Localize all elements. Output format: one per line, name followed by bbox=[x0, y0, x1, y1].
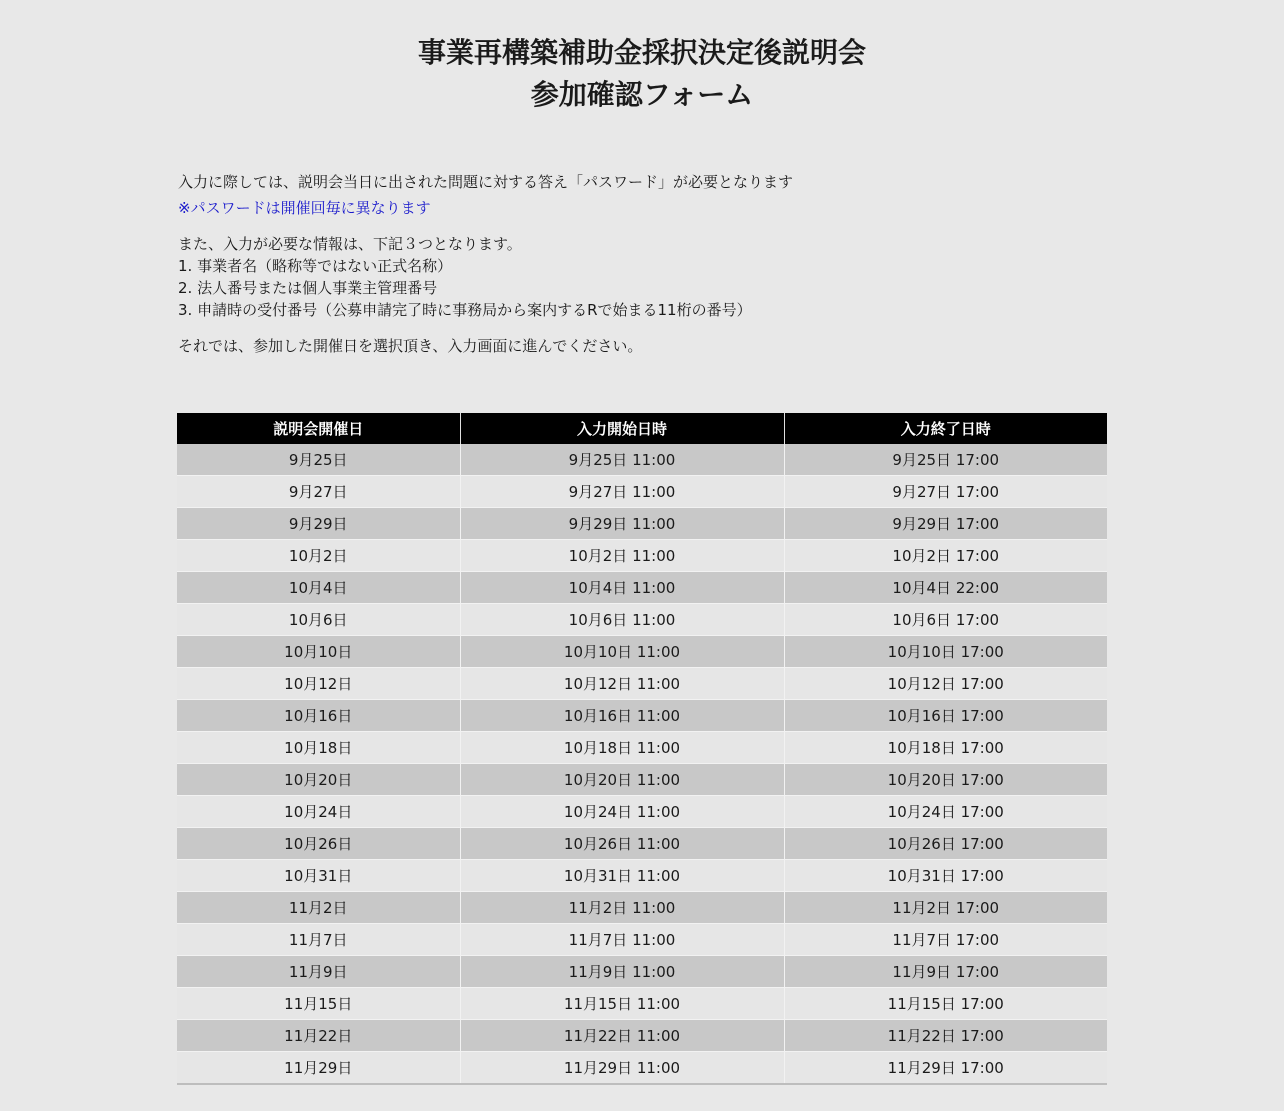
session-date-cell[interactable]: 11月15日 bbox=[177, 988, 460, 1020]
input-end-cell: 11月15日 17:00 bbox=[784, 988, 1107, 1020]
header-input-end: 入力終了日時 bbox=[784, 413, 1107, 444]
session-row[interactable] bbox=[177, 860, 1107, 892]
session-date-cell[interactable]: 11月2日 bbox=[177, 892, 460, 924]
page-title bbox=[0, 32, 1284, 116]
session-date-cell[interactable]: 10月10日 bbox=[177, 636, 460, 668]
input-start-cell: 10月4日 11:00 bbox=[460, 572, 784, 604]
closing-text: それでは、参加した開催日を選択頂き、入力画面に進んでください。 bbox=[178, 337, 643, 355]
input-start-cell: 11月9日 11:00 bbox=[460, 956, 784, 988]
session-date-cell[interactable]: 11月29日 bbox=[177, 1052, 460, 1085]
input-start-cell: 11月2日 11:00 bbox=[460, 892, 784, 924]
session-date-cell[interactable]: 10月31日 bbox=[177, 860, 460, 892]
requirement-item: 1. 事業者名（略称等ではない正式名称） bbox=[178, 257, 453, 275]
input-end-cell: 10月18日 17:00 bbox=[784, 732, 1107, 764]
requirements-lead: また、入力が必要な情報は、下記３つとなります。 bbox=[178, 235, 522, 253]
session-date-cell[interactable]: 9月27日 bbox=[177, 476, 460, 508]
input-start-cell: 10月24日 11:00 bbox=[460, 796, 784, 828]
session-date-cell[interactable]: 10月20日 bbox=[177, 764, 460, 796]
input-end-cell: 10月10日 17:00 bbox=[784, 636, 1107, 668]
input-end-cell: 10月12日 17:00 bbox=[784, 668, 1107, 700]
session-date-cell[interactable]: 10月2日 bbox=[177, 540, 460, 572]
input-end-cell: 11月22日 17:00 bbox=[784, 1020, 1107, 1052]
input-end-cell: 11月29日 17:00 bbox=[784, 1052, 1107, 1085]
input-end-cell: 9月27日 17:00 bbox=[784, 476, 1107, 508]
input-start-cell: 11月7日 11:00 bbox=[460, 924, 784, 956]
input-end-cell: 9月25日 17:00 bbox=[784, 444, 1107, 476]
input-end-cell: 11月7日 17:00 bbox=[784, 924, 1107, 956]
session-row[interactable] bbox=[177, 956, 1107, 988]
session-row[interactable] bbox=[177, 636, 1107, 668]
input-start-cell: 10月6日 11:00 bbox=[460, 604, 784, 636]
input-end-cell: 10月16日 17:00 bbox=[784, 700, 1107, 732]
input-start-cell: 10月12日 11:00 bbox=[460, 668, 784, 700]
session-date-cell[interactable]: 11月9日 bbox=[177, 956, 460, 988]
session-row[interactable] bbox=[177, 444, 1107, 476]
input-start-cell: 10月16日 11:00 bbox=[460, 700, 784, 732]
input-end-cell: 10月4日 22:00 bbox=[784, 572, 1107, 604]
session-row[interactable] bbox=[177, 540, 1107, 572]
session-date-cell[interactable]: 9月25日 bbox=[177, 444, 460, 476]
session-date-cell[interactable]: 10月24日 bbox=[177, 796, 460, 828]
input-end-cell: 9月29日 17:00 bbox=[784, 508, 1107, 540]
input-start-cell: 9月27日 11:00 bbox=[460, 476, 784, 508]
session-row[interactable] bbox=[177, 604, 1107, 636]
input-start-cell: 11月15日 11:00 bbox=[460, 988, 784, 1020]
input-start-cell: 11月22日 11:00 bbox=[460, 1020, 784, 1052]
input-start-cell: 10月20日 11:00 bbox=[460, 764, 784, 796]
session-date-cell[interactable]: 10月4日 bbox=[177, 572, 460, 604]
session-row[interactable] bbox=[177, 508, 1107, 540]
session-row[interactable] bbox=[177, 1020, 1107, 1052]
session-date-cell[interactable]: 10月6日 bbox=[177, 604, 460, 636]
session-date-cell[interactable]: 10月16日 bbox=[177, 700, 460, 732]
schedule-body bbox=[177, 444, 1107, 1084]
input-start-cell: 10月18日 11:00 bbox=[460, 732, 784, 764]
session-date-cell[interactable]: 10月12日 bbox=[177, 668, 460, 700]
input-end-cell: 10月31日 17:00 bbox=[784, 860, 1107, 892]
password-note: ※パスワードは開催回毎に異なります bbox=[178, 199, 431, 217]
page-title-line2: 参加確認フォーム bbox=[530, 78, 754, 111]
input-start-cell: 10月10日 11:00 bbox=[460, 636, 784, 668]
requirement-item: 2. 法人番号または個人事業主管理番号 bbox=[178, 279, 438, 297]
requirement-item: 3. 申請時の受付番号（公募申請完了時に事務局から案内するRで始まる11桁の番号） bbox=[178, 301, 752, 319]
input-start-cell: 10月2日 11:00 bbox=[460, 540, 784, 572]
input-end-cell: 10月24日 17:00 bbox=[784, 796, 1107, 828]
session-date-cell[interactable]: 11月7日 bbox=[177, 924, 460, 956]
session-row[interactable] bbox=[177, 668, 1107, 700]
session-row[interactable] bbox=[177, 572, 1107, 604]
input-end-cell: 10月6日 17:00 bbox=[784, 604, 1107, 636]
input-start-cell: 10月26日 11:00 bbox=[460, 828, 784, 860]
input-end-cell: 11月2日 17:00 bbox=[784, 892, 1107, 924]
header-input-start: 入力開始日時 bbox=[460, 413, 784, 444]
session-row[interactable] bbox=[177, 700, 1107, 732]
input-start-cell: 9月29日 11:00 bbox=[460, 508, 784, 540]
input-end-cell: 10月2日 17:00 bbox=[784, 540, 1107, 572]
session-row[interactable] bbox=[177, 476, 1107, 508]
session-date-cell[interactable]: 11月22日 bbox=[177, 1020, 460, 1052]
input-start-cell: 11月29日 11:00 bbox=[460, 1052, 784, 1085]
input-end-cell: 11月9日 17:00 bbox=[784, 956, 1107, 988]
session-row[interactable] bbox=[177, 732, 1107, 764]
schedule-header-row bbox=[177, 413, 1107, 444]
session-row[interactable] bbox=[177, 1052, 1107, 1085]
intro-section bbox=[178, 171, 1118, 357]
session-row[interactable] bbox=[177, 988, 1107, 1020]
session-row[interactable] bbox=[177, 828, 1107, 860]
session-date-cell[interactable]: 10月18日 bbox=[177, 732, 460, 764]
session-date-cell[interactable]: 9月29日 bbox=[177, 508, 460, 540]
header-session-date: 説明会開催日 bbox=[177, 413, 460, 444]
session-date-cell[interactable]: 10月26日 bbox=[177, 828, 460, 860]
session-row[interactable] bbox=[177, 796, 1107, 828]
input-end-cell: 10月20日 17:00 bbox=[784, 764, 1107, 796]
input-start-cell: 9月25日 11:00 bbox=[460, 444, 784, 476]
session-row[interactable] bbox=[177, 892, 1107, 924]
page-title-line1: 事業再構築補助金採択決定後説明会 bbox=[417, 36, 866, 69]
session-row[interactable] bbox=[177, 764, 1107, 796]
password-notice: 入力に際しては、説明会当日に出された問題に対する答え「パスワード」が必要となります bbox=[178, 173, 794, 191]
schedule-table bbox=[177, 413, 1107, 1085]
input-start-cell: 10月31日 11:00 bbox=[460, 860, 784, 892]
input-end-cell: 10月26日 17:00 bbox=[784, 828, 1107, 860]
session-row[interactable] bbox=[177, 924, 1107, 956]
